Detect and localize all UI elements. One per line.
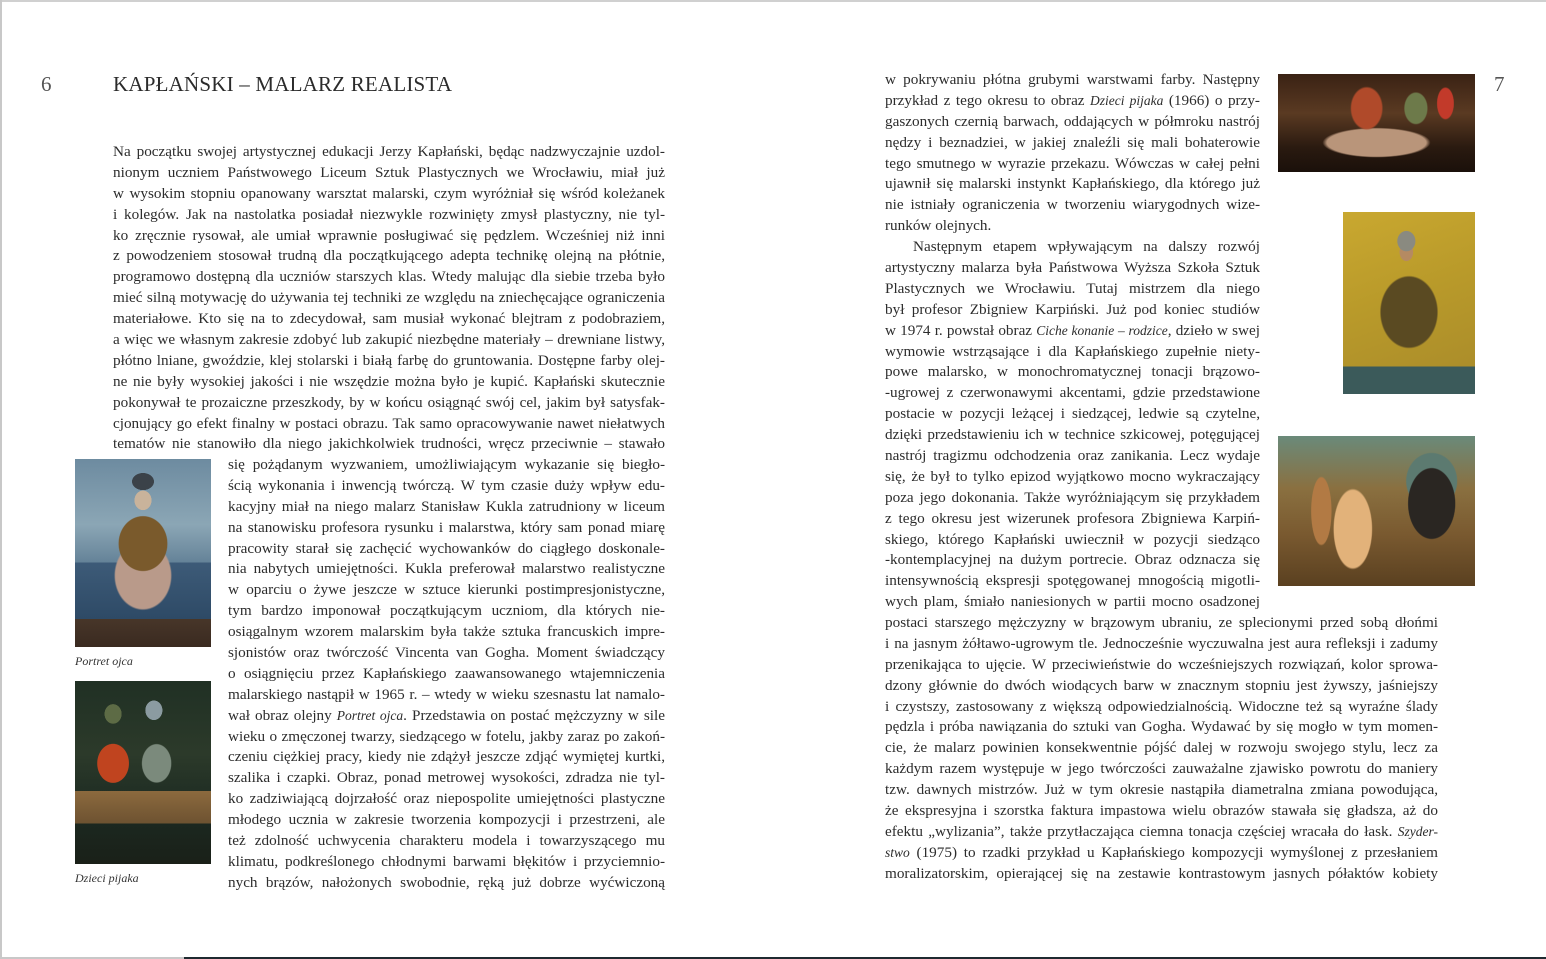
text-line: młodego ucznia w zakresie tworzenia kompozycji i przestrzeni, ale — [228, 811, 665, 829]
page-number-right: 7 — [1494, 72, 1505, 96]
text-line: że ekspresyjna i szorstka faktura impastowa wielu obrazów stawała się gładsza, aż do — [885, 802, 1438, 820]
text-line: przenikająca to ujęcie. W przeciwieństwie do wcześniejszych rozwiązań, kolor sprowa- — [885, 655, 1438, 673]
text-fragment: , dzieło w swej — [1167, 321, 1260, 339]
text-line: się, że był to tylko epizod wyjątkowo mocno wykraczający — [885, 467, 1260, 485]
page-border-top — [0, 0, 1546, 2]
text-line: kacyjny miał na niego malarz Stanisław Kukla zatrudniony w liceum — [228, 497, 665, 515]
text-line: się pożądanym wyzwaniem, umożliwiającym wykazanie się biegło- — [228, 456, 665, 473]
text-line: i kolegów. Jak na nastolatka posiadał niezwykle rozwinięty zmysł plastyczny, nie tyl- — [113, 205, 665, 223]
text-fragment: wał obraz olejny — [228, 706, 337, 724]
text-line: w oparciu o żywe jeszcze w sztuce kierunki postimpresjonistyczne, — [228, 581, 665, 599]
text-line: na stanowisku profesora rysunku i malarstwa, który sam ponad miarę — [228, 518, 665, 536]
text-line: szalika i czapki. Obraz, ponad metrowej wysokości, zdradza nie tyl- — [228, 769, 665, 787]
text-line: pracowity starał się zachęcić wychowanków do ciągłego doskonale- — [228, 539, 665, 557]
artwork-title: Ciche konanie – rodzice — [1036, 322, 1168, 338]
page-number-left: 6 — [41, 72, 52, 96]
text-line: czeniu ciężkiej pracy, kiedy nie zdążył jeszcze zdjąć wymiętej kurtki, — [228, 748, 665, 766]
painting-dzieci-pijaka[interactable] — [75, 681, 211, 864]
painting-profesor-karpinski[interactable] — [1343, 212, 1475, 394]
text-line: w pokrywaniu płótna grubymi warstwami farby. Następny — [885, 71, 1260, 88]
artwork-title: Dzieci pijaka — [1090, 92, 1164, 108]
text-line: programowo dostępną dla uczniów starszych klas. Wtedy malując dla siebie trzeba było — [113, 268, 665, 286]
text-line — [885, 822, 1438, 843]
right-body-text-wide — [885, 613, 1438, 885]
text-line: -ugrowej z czerwonawymi akcentami, gdzie przedstawione — [885, 384, 1260, 402]
text-line: nionym uczniem Państwowego Liceum Sztuk Plastycznych we Wrocławiu, miał już — [113, 163, 665, 181]
artwork-title: stwo — [885, 844, 910, 860]
text-line: poza jego dokonania. Także wyróżniającym się przykładem — [885, 488, 1260, 506]
text-line: był profesor Zbigniew Karpiński. Już pod koniec studiów — [885, 300, 1260, 318]
text-line: ścią wykonania i inwencją twórczą. W tym czasie duży wpływ edu- — [228, 476, 665, 494]
text-line: Plastycznych we Wrocławiu. Tutaj mistrzem dla niego — [885, 279, 1260, 297]
text-line: ko zręcznie rysował, ale umiał wprawnie posługiwać się pędzlem. Wcześniej niż inni — [113, 226, 665, 244]
text-line: nych brązów, nałożonych swobodnie, ręką już dobrze wyćwiczoną — [228, 873, 665, 891]
text-line: Następnym etapem wpływającym na dalszy rozwój — [913, 238, 1260, 256]
text-line: artystyczny malarza była Państwowa Wyższa Szkoła Sztuk — [885, 259, 1260, 277]
text-line: ujawnił się malarski instynkt Kapłańskiego, dla którego już — [885, 175, 1260, 193]
text-line — [885, 843, 1438, 864]
text-line: mieć silną motywację do używania tej techniki ze względu na zniechęcające ograniczenia — [113, 289, 665, 307]
text-line: dzięki przedstawieniu ich w technice szkicowej, potęgującej — [885, 426, 1260, 444]
caption-dzieci-pijaka: Dzieci pijaka — [75, 871, 139, 885]
painting-ciche-konanie[interactable] — [1278, 74, 1475, 172]
text-line: wieku o zmęczonej twarzy, siedzącego w fotelu, jakby zaraz po zakoń- — [228, 727, 665, 745]
text-line: nastrój tragizmu odchodzenia oraz zanikania. Lecz wydaje — [885, 447, 1260, 465]
text-line: ne nie były wysokiej jakości i nie wszędzie można było je kupić. Kapłański skutecznie — [113, 372, 665, 390]
text-line: -kontemplacyjnej na dużym portrecie. Obraz odznacza się — [885, 551, 1260, 569]
text-line: wych plam, śmiało naniesionych w partii mocno osadzonej — [885, 593, 1260, 611]
text-line: a więc we własnym zakresie zdobyć lub zakupić niezbędne materiały – drewniane listwy, — [113, 331, 665, 349]
text-line: nędzy i beznadziei, w jakiej znaleźli się mali bohaterowie — [885, 133, 1260, 151]
text-line: materiałowe. Kto się na to zdecydował, sam musiał wykonać blejtram z podobraziem, — [113, 310, 665, 328]
text-line: cjonujący go efekt finalny w postaci obrazu. Tak samo opracowywanie nawet niełatwych — [113, 414, 665, 432]
text-line: płótno lniane, gwoździe, klej stolarski i białą farbę do gruntowania. Dostępne farby olej- — [113, 351, 665, 369]
text-line: tzw. dawnych mistrzów. Już w tym okresie nastąpiła diametralna zmiana powodująca, — [885, 781, 1438, 799]
text-line: cie, że malarz powinien konsekwentnie pójść dalej w rozwoju swojego stylu, lecz za — [885, 739, 1438, 757]
text-line — [228, 706, 665, 727]
text-line: w wysokim stopniu opanowany warsztat malarski, czym wyróżniał się wśród koleżanek — [113, 184, 665, 202]
right-body-text-narrow — [885, 70, 1260, 613]
caption-portret-ojca: Portret ojca — [75, 654, 133, 668]
text-line: moralizatorskim, opierającej się na zestawie kontrastowym jasnych półaktów kobiety — [885, 864, 1438, 882]
text-line: powe malarsko, w monochromatycznej tonacji brązowo- — [885, 363, 1260, 381]
text-fragment: . Przedstawia on postać mężczyzny w sile — [403, 706, 665, 724]
text-line: z tego okresu jest wizerunek profesora Zbigniewa Karpiń- — [885, 509, 1260, 527]
text-line: wymowie wstrząsające i dla Kapłańskiego zupełnie niety- — [885, 342, 1260, 360]
text-fragment: w 1974 r. powstał obraz — [885, 321, 1037, 339]
text-line: każdym razem występuje w jego twórczości zauważalne zjawisko powrotu do maniery — [885, 760, 1438, 778]
text-line: nie istniały ograniczenia w tworzeniu wiarygodnych wize- — [885, 196, 1260, 214]
chapter-title: KAPŁAŃSKI – MALARZ REALISTA — [113, 72, 453, 96]
text-fragment: (1966) o przy- — [1163, 91, 1260, 109]
text-line: o osiągnięciu przez Kapłańskiego zaawansowanego wtajemniczenia — [228, 664, 665, 682]
text-line: nia nabytych umiejętności. Kukla preferował malarstwo realistyczne — [228, 560, 665, 578]
text-line — [885, 321, 1260, 342]
text-fragment: efektu „wylizania”, także przytłaczająca ciemna tonacja częściej wracała do łask. — [885, 822, 1398, 840]
text-line: pokonywał te prozaiczne przeszkody, by w końcu osiągnąć swój cel, jakim był satysfak- — [113, 393, 665, 411]
artwork-title: Portret ojca — [336, 707, 404, 723]
text-line: postacie w pozycji leżącej i siedzącej, ledwie są czytelne, — [885, 405, 1260, 423]
page-border-left — [0, 0, 2, 959]
text-line: tego smutnego w wyrazie przekazu. Wówczas w całej pełni — [885, 154, 1260, 172]
text-line: pędzla i próba nawiązania do sztuki van Gogha. Wydawać by się mogło w tym momen- — [885, 718, 1438, 736]
text-line: też zdolność uchwycenia charakteru modela i towarzyszącego mu — [228, 832, 665, 850]
text-line: runków olejnych. — [885, 217, 992, 235]
text-line — [885, 91, 1260, 112]
text-line: postaci starszego mężczyzny w brązowym ubraniu, ze splecionymi przed sobą dłońmi — [885, 614, 1438, 631]
text-line: Na początku swojej artystycznej edukacji Jerzy Kapłański, będąc nadzwyczajnie uzdol- — [113, 143, 665, 160]
text-line: i na jasnym żółtawo-ugrowym tle. Jednocześnie wyczuwalna jest aura refleksji i zadumy — [885, 634, 1438, 652]
text-line: tym bardzo imponował początkującym uczniom, dla których nie- — [228, 602, 665, 620]
text-line: sjonistów oraz twórczość Vincenta van Gogha. Moment świadczący — [228, 644, 665, 662]
text-line: intensywnością ekspresji spotęgowanej mnogością migotli- — [885, 572, 1260, 590]
artwork-title: Szyder- — [1397, 823, 1438, 839]
text-line: skiego, którego Kapłański uwiecznił w pozycji siedząco — [885, 530, 1260, 548]
text-line: dzony głównie do dwóch wiodących barw w znacznym stopniu jest żywszy, jaśniejszy — [885, 676, 1438, 694]
text-fragment: przykład z tego okresu to obraz — [885, 91, 1091, 109]
text-line: z powodzeniem stosował trudną dla początkującego adepta technikę olejną na płótnie, — [113, 247, 665, 265]
text-line: ko zadziwiającą dojrzałość oraz niepospolite umiejętności plastyczne — [228, 790, 665, 808]
text-line: klimatu, podkreślonego chłodnymi barwami błękitów i przyciemnio- — [228, 852, 665, 870]
left-body-text-narrow — [228, 455, 665, 894]
left-body-text-wide — [113, 142, 665, 455]
painting-szyderstwo[interactable] — [1278, 436, 1475, 586]
text-fragment: (1975) to rzadki przykład u Kapłańskiego kompozycji wymyślonej z przesłaniem — [909, 843, 1438, 861]
text-line: i czystszy, zastosowany z większą odpowiedzialnością. Widoczne też są wyraźne ślady — [885, 697, 1438, 715]
painting-portret-ojca[interactable] — [75, 459, 211, 647]
text-line: gaszonych czernią barwach, oddających w półmroku nastrój — [885, 112, 1260, 130]
text-line: osiągalnym wzorem malarskim była także sztuka francuskich impre- — [228, 623, 665, 641]
text-line: malarskiego nastąpił w 1965 r. – wtedy w wieku szesnastu lat namalo- — [228, 685, 665, 703]
text-line: tematów nie stanowiło dla niego jakichkolwiek trudności, wręcz przeciwnie – stawało — [113, 435, 665, 453]
